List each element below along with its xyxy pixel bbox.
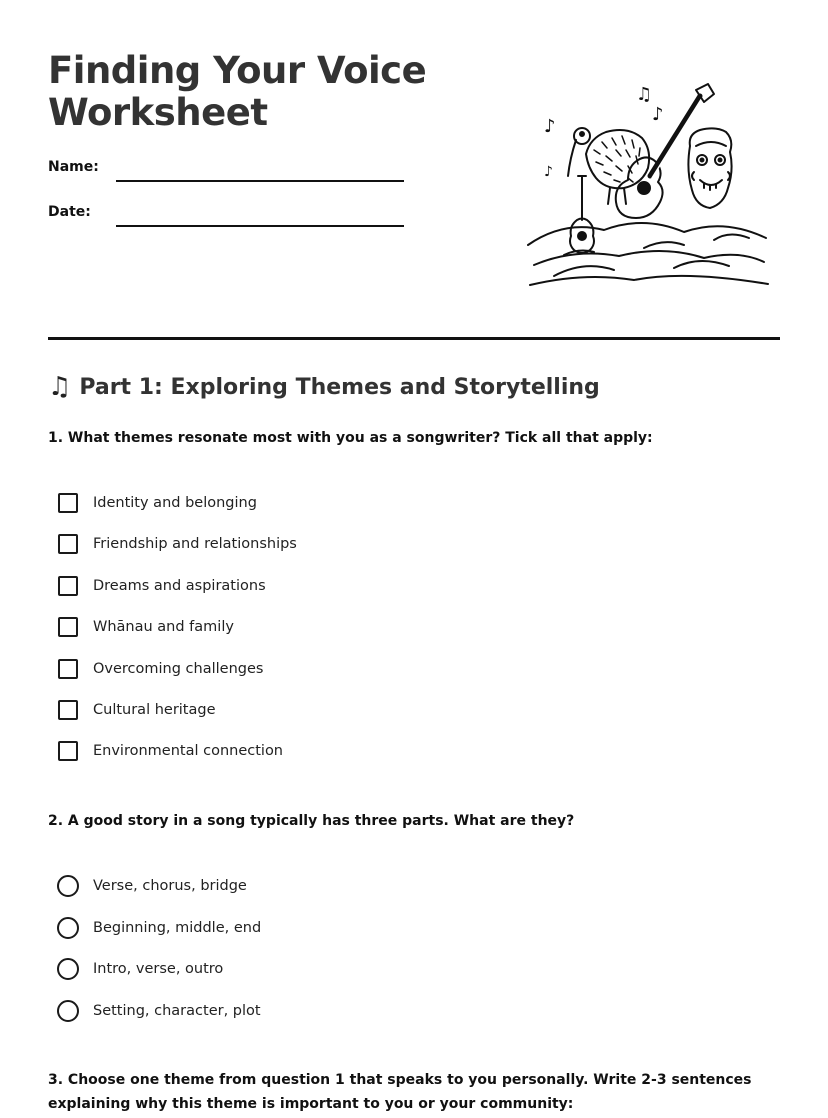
header-divider — [48, 337, 780, 340]
checkbox[interactable] — [58, 659, 78, 679]
question-3: 3. Choose one theme from question 1 that speaks to you personally. Write 2-3 sentences explaining why this theme is important to you or your community: — [48, 1072, 752, 1112]
story-option-intro-verse-outro[interactable] — [58, 957, 223, 981]
part-1-heading-text: Part 1: Exploring Themes and Storytelling — [79, 374, 600, 400]
checkbox[interactable] — [58, 700, 78, 720]
name-label: Name: — [48, 159, 99, 175]
checkbox[interactable] — [58, 617, 78, 637]
option-label: Whānau and family — [93, 619, 234, 635]
title-line-2: Worksheet — [48, 91, 268, 134]
question-1: 1. What themes resonate most with you as a songwriter? Tick all that apply: — [48, 430, 653, 446]
option-label: Dreams and aspirations — [93, 578, 266, 594]
theme-option-friendship[interactable] — [58, 532, 297, 556]
name-field[interactable] — [116, 180, 404, 182]
radio-button[interactable] — [57, 958, 79, 980]
svg-text:♪: ♪ — [544, 116, 556, 137]
theme-option-identity[interactable] — [58, 491, 257, 515]
theme-option-dreams[interactable] — [58, 574, 266, 598]
radio-button[interactable] — [57, 1000, 79, 1022]
svg-text:♪: ♪ — [652, 104, 664, 125]
title-line-1: Finding Your Voice — [48, 49, 427, 92]
option-label: Cultural heritage — [93, 702, 216, 718]
story-option-beginning-middle-end[interactable] — [58, 916, 261, 940]
option-label: Identity and belonging — [93, 495, 257, 511]
option-label: Environmental connection — [93, 743, 284, 759]
checkbox[interactable] — [58, 534, 78, 554]
question-2: 2. A good story in a song typically has three parts. What are they? — [48, 813, 575, 829]
story-option-verse-chorus-bridge[interactable] — [58, 874, 247, 898]
radio-button[interactable] — [57, 917, 79, 939]
checkbox[interactable] — [58, 741, 78, 761]
svg-text:♪: ♪ — [544, 164, 553, 180]
option-label: Friendship and relationships — [93, 536, 297, 552]
theme-option-heritage[interactable] — [58, 698, 216, 722]
part-1-heading — [48, 372, 600, 402]
kiwi-guitar-illustration — [524, 80, 770, 292]
option-label: Setting, character, plot — [93, 1003, 261, 1019]
theme-option-whanau[interactable] — [58, 615, 234, 639]
checkbox[interactable] — [58, 576, 78, 596]
svg-text:♫: ♫ — [636, 84, 653, 105]
date-field[interactable] — [116, 225, 404, 227]
option-label: Intro, verse, outro — [93, 961, 224, 977]
option-label: Verse, chorus, bridge — [93, 878, 247, 894]
story-option-setting-character-plot[interactable] — [58, 999, 261, 1023]
date-label: Date: — [48, 204, 91, 220]
checkbox[interactable] — [58, 493, 78, 513]
option-label: Beginning, middle, end — [93, 920, 262, 936]
option-label: Overcoming challenges — [93, 661, 264, 677]
music-note-icon: ♫ — [48, 372, 72, 402]
worksheet-title — [48, 50, 426, 134]
theme-option-challenges[interactable] — [58, 657, 263, 681]
theme-option-environment[interactable] — [58, 739, 283, 763]
radio-button[interactable] — [57, 875, 79, 897]
